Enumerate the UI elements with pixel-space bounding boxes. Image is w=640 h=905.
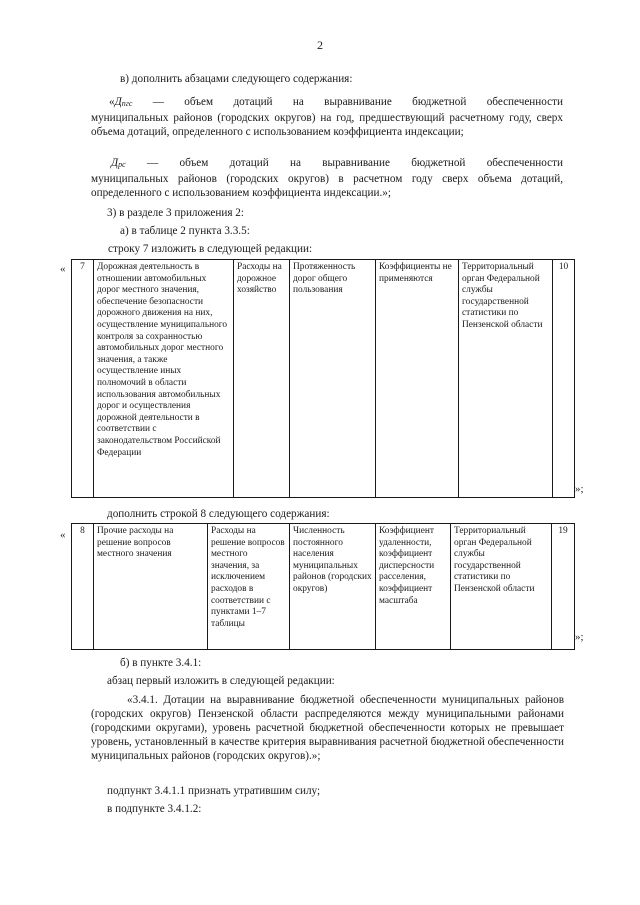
item-b: б) в пункте 3.4.1: <box>120 657 202 669</box>
cell-name: Прочие расходы на решение вопросов местного значения <box>94 524 208 650</box>
definition-drs <box>91 156 563 200</box>
table-row-8 <box>71 523 575 650</box>
subpoint-3-4-1-2: в подпункте 3.4.1.2: <box>107 803 202 815</box>
dash: — <box>132 96 185 108</box>
cell-weight: 10 <box>553 260 575 498</box>
definition-text-start: объем дотаций на выравнивание бюджетной обеспеченности <box>179 157 564 169</box>
para-v: в) дополнить абзацами следующего содержания: <box>120 73 353 85</box>
item-a: а) в таблице 2 пункта 3.3.5: <box>120 225 250 237</box>
definition-drs-rest: муниципальных районов (городских округов) в расчетном году сверх объема дотаций, определенного с использованием коэффициента индексации.»; <box>91 173 563 199</box>
cell-coefficients: Коэффициенты не применяются <box>376 260 459 498</box>
cell-source: Территориальный орган Федеральной службы государственной статистики по Пензенской области <box>459 260 553 498</box>
cell-number: 7 <box>72 260 94 498</box>
definition-dpgs-rest: муниципальных районов (городских округов) на год, предшествующий расчетному году, сверх объема дотаций, определенного с использованием коэффициента индексации; <box>91 112 563 138</box>
table2-open-quote: « <box>60 529 66 541</box>
definition-dpgs-line1 <box>91 95 563 111</box>
subpoint-3-4-1-1: подпункт 3.4.1.1 признать утратившим силу; <box>107 785 321 797</box>
symbol-subscript: пгс <box>121 99 133 108</box>
cell-number: 8 <box>72 524 94 650</box>
table1-open-quote: « <box>60 263 66 275</box>
definition-dpgs <box>91 95 563 139</box>
symbol-d: Д <box>114 96 122 108</box>
cell-coefficients: Коэффициент удаленности, коэффициент дисперсности расселения, коэффициент масштаба <box>376 524 451 650</box>
symbol-d: Д <box>111 157 119 169</box>
cell-weight: 19 <box>552 524 575 650</box>
cell-expenses: Расходы на дорожное хозяйство <box>234 260 290 498</box>
definition-drs-line1 <box>91 156 563 172</box>
table-row-7 <box>71 259 575 498</box>
cell-source: Территориальный орган Федеральной службы государственной статистики по Пензенской области <box>451 524 552 650</box>
cell-indicator: Протяженность дорог общего пользования <box>290 260 376 498</box>
table1-close-quote: »; <box>575 483 584 495</box>
row8-intro: дополнить строкой 8 следующего содержания: <box>107 508 330 520</box>
row7-intro: строку 7 изложить в следующей редакции: <box>108 243 313 255</box>
table2-close-quote: »; <box>575 631 584 643</box>
cell-name: Дорожная деятельность в отношении автомобильных дорог местного значения, обеспечение безопасности дорожного движения на них, осуществление муниципального контроля за сохранностью автомобильных дорог местного значения, а также осуществление иных полномочий в области использования автомобильных дорог и осуществления дорожной деятельности в соответствии с законодательством Российской Федерации <box>94 260 234 498</box>
abzac-intro: абзац первый изложить в следующей редакции: <box>107 675 335 687</box>
page-number: 2 <box>317 38 323 52</box>
cell-expenses: Расходы на решение вопросов местного значения, за исключением расходов в соответствии с пунктами 1–7 таблицы <box>208 524 290 650</box>
dash: — <box>125 157 180 169</box>
definition-text-start: объем дотаций на выравнивание бюджетной обеспеченности <box>184 96 563 108</box>
open-quote: « <box>109 96 115 108</box>
paragraph-3-4-1: «3.4.1. Дотации на выравнивание бюджетной обеспеченности муниципальных районов (городских округов) Пензенской области распределяются между муниципальными районами (городскими округами), уровень расчетной бюджетной обеспеченности которых не превышает уровень, установленный в качестве критерия выравнивания расчетной бюджетной обеспеченности муниципальных районов (городских округов).»; <box>91 694 564 762</box>
cell-indicator: Численность постоянного населения муниципальных районов (городских округов) <box>290 524 376 650</box>
symbol-subscript: рс <box>118 160 126 169</box>
table-row <box>72 524 575 650</box>
table-row <box>72 260 575 498</box>
item-3: 3) в разделе 3 приложения 2: <box>107 207 244 219</box>
